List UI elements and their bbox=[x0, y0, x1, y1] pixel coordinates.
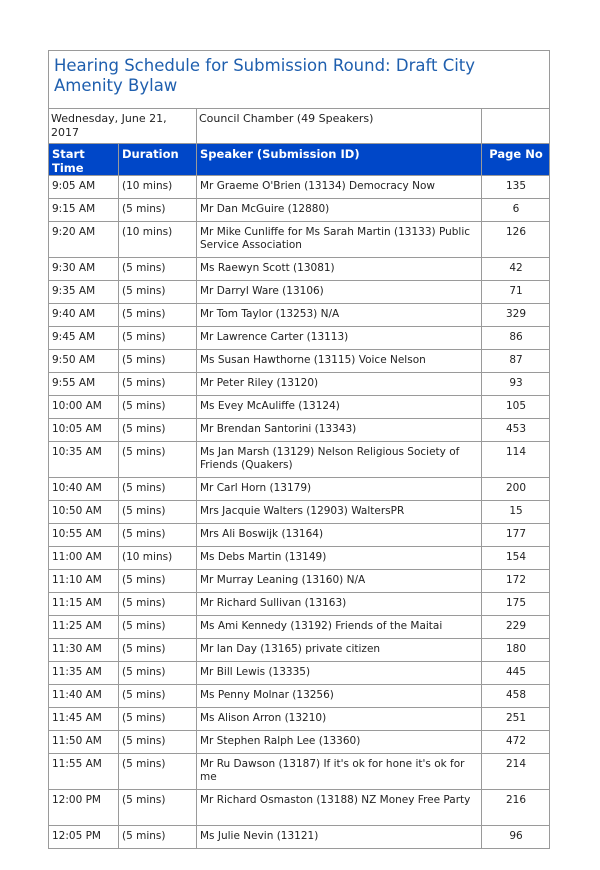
cell-speaker: Mr Richard Osmaston (13188) NZ Money Free Party bbox=[197, 790, 482, 826]
table-row bbox=[49, 685, 550, 708]
table-row bbox=[49, 281, 550, 304]
cell-page-no: 177 bbox=[482, 524, 550, 547]
cell-page-no: 154 bbox=[482, 547, 550, 570]
cell-duration: (5 mins) bbox=[119, 304, 197, 327]
cell-duration: (10 mins) bbox=[119, 176, 197, 199]
cell-start-time: 11:30 AM bbox=[49, 639, 119, 662]
cell-speaker: Ms Ami Kennedy (13192) Friends of the Maitai bbox=[197, 616, 482, 639]
cell-speaker: Mr Carl Horn (13179) bbox=[197, 478, 482, 501]
table-row bbox=[49, 790, 550, 826]
cell-duration: (10 mins) bbox=[119, 547, 197, 570]
cell-start-time: 11:00 AM bbox=[49, 547, 119, 570]
table-row bbox=[49, 304, 550, 327]
cell-start-time: 9:05 AM bbox=[49, 176, 119, 199]
cell-start-time: 9:50 AM bbox=[49, 350, 119, 373]
cell-start-time: 9:20 AM bbox=[49, 222, 119, 258]
cell-speaker: Mr Brendan Santorini (13343) bbox=[197, 419, 482, 442]
table-row bbox=[49, 350, 550, 373]
cell-start-time: 9:30 AM bbox=[49, 258, 119, 281]
cell-speaker: Ms Penny Molnar (13256) bbox=[197, 685, 482, 708]
table-row bbox=[49, 662, 550, 685]
cell-start-time: 11:45 AM bbox=[49, 708, 119, 731]
cell-duration: (5 mins) bbox=[119, 570, 197, 593]
cell-duration: (5 mins) bbox=[119, 685, 197, 708]
document-title: Hearing Schedule for Submission Round: Draft City Amenity Bylaw bbox=[49, 51, 550, 109]
table-row bbox=[49, 501, 550, 524]
cell-duration: (5 mins) bbox=[119, 790, 197, 826]
table-row bbox=[49, 616, 550, 639]
cell-page-no: 86 bbox=[482, 327, 550, 350]
schedule-document bbox=[48, 50, 549, 849]
cell-speaker: Mr Ian Day (13165) private citizen bbox=[197, 639, 482, 662]
header-speaker: Speaker (Submission ID) bbox=[197, 144, 482, 176]
cell-page-no: 42 bbox=[482, 258, 550, 281]
cell-speaker: Ms Julie Nevin (13121) bbox=[197, 826, 482, 849]
cell-page-no: 172 bbox=[482, 570, 550, 593]
cell-duration: (10 mins) bbox=[119, 222, 197, 258]
cell-page-no: 96 bbox=[482, 826, 550, 849]
cell-speaker: Mr Murray Leaning (13160) N/A bbox=[197, 570, 482, 593]
cell-page-no: 329 bbox=[482, 304, 550, 327]
table-row bbox=[49, 396, 550, 419]
cell-page-no: 71 bbox=[482, 281, 550, 304]
info-empty-cell bbox=[482, 109, 550, 144]
cell-speaker: Mr Ru Dawson (13187) If it's ok for hone it's ok for me bbox=[197, 754, 482, 790]
table-row bbox=[49, 442, 550, 478]
cell-speaker: Ms Evey McAuliffe (13124) bbox=[197, 396, 482, 419]
cell-page-no: 229 bbox=[482, 616, 550, 639]
cell-start-time: 9:40 AM bbox=[49, 304, 119, 327]
cell-page-no: 472 bbox=[482, 731, 550, 754]
cell-page-no: 126 bbox=[482, 222, 550, 258]
table-row bbox=[49, 373, 550, 396]
table-header-row bbox=[49, 144, 550, 176]
cell-page-no: 445 bbox=[482, 662, 550, 685]
table-row bbox=[49, 708, 550, 731]
cell-page-no: 200 bbox=[482, 478, 550, 501]
cell-page-no: 6 bbox=[482, 199, 550, 222]
cell-duration: (5 mins) bbox=[119, 826, 197, 849]
cell-duration: (5 mins) bbox=[119, 662, 197, 685]
cell-page-no: 453 bbox=[482, 419, 550, 442]
cell-page-no: 180 bbox=[482, 639, 550, 662]
table-row bbox=[49, 222, 550, 258]
cell-page-no: 458 bbox=[482, 685, 550, 708]
cell-start-time: 11:55 AM bbox=[49, 754, 119, 790]
cell-start-time: 9:55 AM bbox=[49, 373, 119, 396]
cell-duration: (5 mins) bbox=[119, 327, 197, 350]
cell-speaker: Mr Richard Sullivan (13163) bbox=[197, 593, 482, 616]
table-row bbox=[49, 176, 550, 199]
cell-start-time: 10:50 AM bbox=[49, 501, 119, 524]
cell-start-time: 10:40 AM bbox=[49, 478, 119, 501]
hearing-venue: Council Chamber (49 Speakers) bbox=[197, 109, 482, 144]
cell-start-time: 9:15 AM bbox=[49, 199, 119, 222]
table-row bbox=[49, 570, 550, 593]
cell-duration: (5 mins) bbox=[119, 754, 197, 790]
table-row bbox=[49, 327, 550, 350]
cell-page-no: 135 bbox=[482, 176, 550, 199]
table-row bbox=[49, 478, 550, 501]
cell-duration: (5 mins) bbox=[119, 373, 197, 396]
cell-page-no: 15 bbox=[482, 501, 550, 524]
cell-speaker: Mr Tom Taylor (13253) N/A bbox=[197, 304, 482, 327]
cell-duration: (5 mins) bbox=[119, 258, 197, 281]
cell-page-no: 105 bbox=[482, 396, 550, 419]
table-row bbox=[49, 258, 550, 281]
cell-duration: (5 mins) bbox=[119, 419, 197, 442]
cell-duration: (5 mins) bbox=[119, 639, 197, 662]
cell-duration: (5 mins) bbox=[119, 524, 197, 547]
header-page-no: Page No bbox=[482, 144, 550, 176]
cell-page-no: 175 bbox=[482, 593, 550, 616]
table-row bbox=[49, 593, 550, 616]
cell-start-time: 10:35 AM bbox=[49, 442, 119, 478]
cell-start-time: 11:15 AM bbox=[49, 593, 119, 616]
cell-duration: (5 mins) bbox=[119, 281, 197, 304]
cell-speaker: Ms Debs Martin (13149) bbox=[197, 547, 482, 570]
cell-duration: (5 mins) bbox=[119, 593, 197, 616]
cell-start-time: 11:40 AM bbox=[49, 685, 119, 708]
cell-start-time: 12:00 PM bbox=[49, 790, 119, 826]
table-row bbox=[49, 199, 550, 222]
table-row bbox=[49, 547, 550, 570]
cell-duration: (5 mins) bbox=[119, 731, 197, 754]
cell-page-no: 216 bbox=[482, 790, 550, 826]
cell-speaker: Mr Graeme O'Brien (13134) Democracy Now bbox=[197, 176, 482, 199]
cell-duration: (5 mins) bbox=[119, 442, 197, 478]
cell-duration: (5 mins) bbox=[119, 501, 197, 524]
cell-page-no: 114 bbox=[482, 442, 550, 478]
header-start-time: Start Time bbox=[49, 144, 119, 176]
cell-start-time: 11:35 AM bbox=[49, 662, 119, 685]
cell-speaker: Ms Alison Arron (13210) bbox=[197, 708, 482, 731]
cell-page-no: 214 bbox=[482, 754, 550, 790]
cell-speaker: Mr Darryl Ware (13106) bbox=[197, 281, 482, 304]
cell-duration: (5 mins) bbox=[119, 478, 197, 501]
cell-start-time: 10:00 AM bbox=[49, 396, 119, 419]
table-row bbox=[49, 826, 550, 849]
table-row bbox=[49, 639, 550, 662]
cell-start-time: 11:50 AM bbox=[49, 731, 119, 754]
cell-speaker: Ms Raewyn Scott (13081) bbox=[197, 258, 482, 281]
cell-speaker: Mr Mike Cunliffe for Ms Sarah Martin (13133) Public Service Association bbox=[197, 222, 482, 258]
schedule-table bbox=[48, 50, 550, 849]
cell-page-no: 251 bbox=[482, 708, 550, 731]
cell-duration: (5 mins) bbox=[119, 199, 197, 222]
cell-speaker: Mr Bill Lewis (13335) bbox=[197, 662, 482, 685]
cell-start-time: 9:45 AM bbox=[49, 327, 119, 350]
cell-speaker: Mrs Jacquie Walters (12903) WaltersPR bbox=[197, 501, 482, 524]
cell-start-time: 10:55 AM bbox=[49, 524, 119, 547]
table-row bbox=[49, 524, 550, 547]
cell-duration: (5 mins) bbox=[119, 708, 197, 731]
table-row bbox=[49, 419, 550, 442]
cell-page-no: 87 bbox=[482, 350, 550, 373]
cell-speaker: Ms Susan Hawthorne (13115) Voice Nelson bbox=[197, 350, 482, 373]
cell-speaker: Mr Peter Riley (13120) bbox=[197, 373, 482, 396]
table-row bbox=[49, 754, 550, 790]
cell-speaker: Mr Stephen Ralph Lee (13360) bbox=[197, 731, 482, 754]
cell-speaker: Mrs Ali Boswijk (13164) bbox=[197, 524, 482, 547]
cell-page-no: 93 bbox=[482, 373, 550, 396]
cell-duration: (5 mins) bbox=[119, 396, 197, 419]
cell-start-time: 11:10 AM bbox=[49, 570, 119, 593]
header-duration: Duration bbox=[119, 144, 197, 176]
cell-speaker: Mr Dan McGuire (12880) bbox=[197, 199, 482, 222]
cell-duration: (5 mins) bbox=[119, 616, 197, 639]
cell-speaker: Mr Lawrence Carter (13113) bbox=[197, 327, 482, 350]
cell-start-time: 9:35 AM bbox=[49, 281, 119, 304]
cell-start-time: 10:05 AM bbox=[49, 419, 119, 442]
cell-start-time: 12:05 PM bbox=[49, 826, 119, 849]
cell-duration: (5 mins) bbox=[119, 350, 197, 373]
hearing-date: Wednesday, June 21, 2017 bbox=[49, 109, 197, 144]
table-row bbox=[49, 731, 550, 754]
cell-speaker: Ms Jan Marsh (13129) Nelson Religious Society of Friends (Quakers) bbox=[197, 442, 482, 478]
cell-start-time: 11:25 AM bbox=[49, 616, 119, 639]
